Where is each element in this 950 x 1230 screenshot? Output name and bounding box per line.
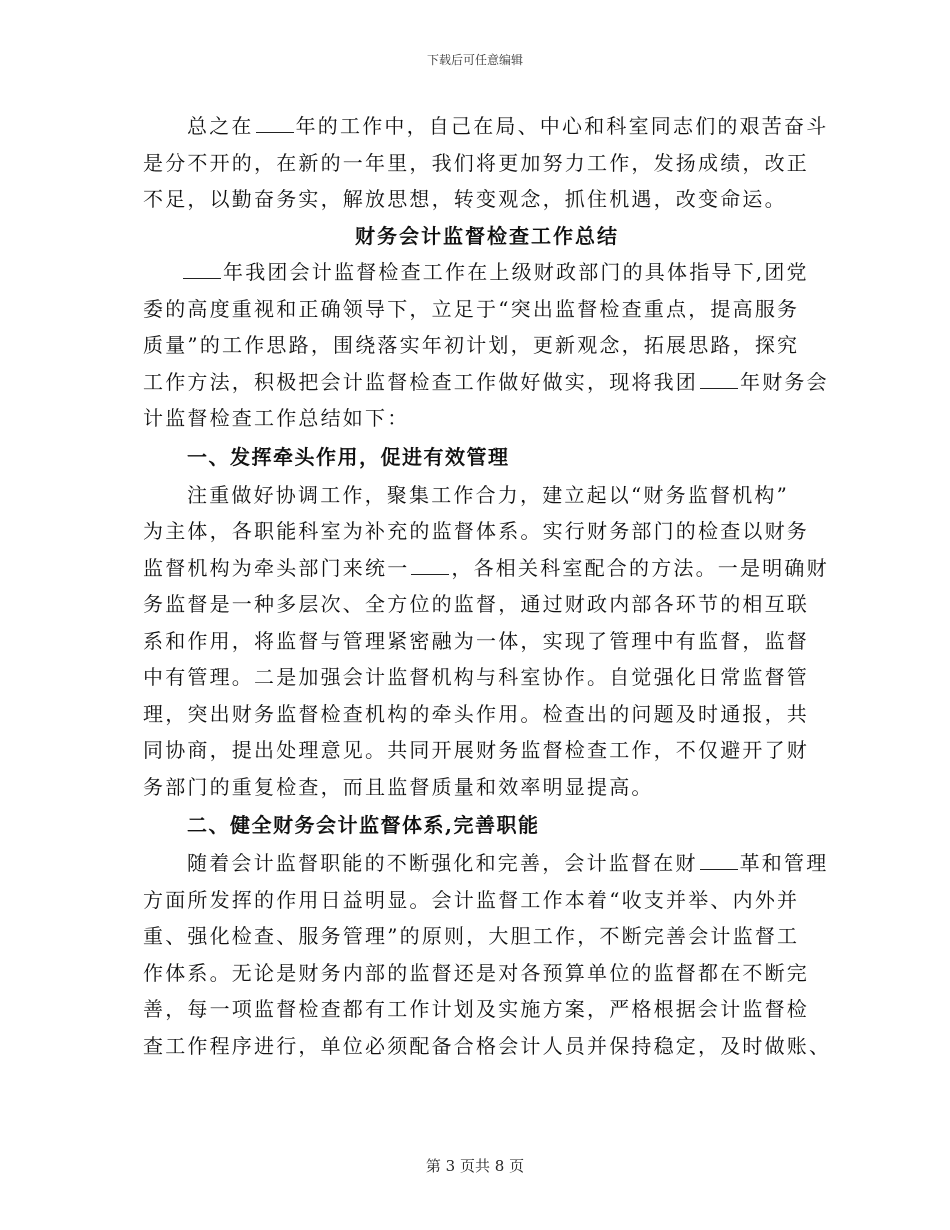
page-footer: 第 3 页共 8 页 [425,1157,525,1175]
paragraph-line: 重、强化检查、服务管理”的原则，大胆工作，不断完善会计监督工 [143,924,800,948]
fill-blank [183,262,221,279]
paragraph-line: 委的高度重视和正确领导下，立足于“突出监督检查重点，提高服务 [143,296,800,321]
paragraph-line: 监督机构为牵头部门来统一 ，各相关科室配合的方法。一是明确财 [143,555,829,580]
paragraph-line: 年我团会计监督检查工作在上级财政部门的具体指导下,团党 [143,254,811,291]
paragraph-line: 务部门的重复检查，而且监督质量和效率明显提高。 [143,774,654,799]
fill-blank [700,372,738,389]
paragraph-line: 随着会计监督职能的不断强化和完善，会计监督在财 革和管理 [187,851,829,875]
paragraph-line: 工作方法，积极把会计监督检查工作做好做实，现将我团 年财务会 [143,369,829,394]
fill-blank [256,116,294,133]
paragraph-line: 同协商，提出处理意见。共同开展财务监督检查工作，不仅避开了财 [143,738,809,762]
paragraph-line: 作体系。无论是财务内部的监督还是对各预算单位的监督都在不断完 [143,960,809,985]
paragraph-line: 不足，以勤奋务实，解放思想，转变观念，抓住机遇，改变命运。 [143,187,787,211]
section-heading-1: 一、发挥牵头作用，促进有效管理 [187,444,510,469]
document-body [143,108,832,1064]
paragraph-line: 善，每一项监督检查都有工作计划及实施方案，严格根据会计监督检 [143,997,809,1021]
paragraph-line: 查工作程序进行，单位必须配备合格会计人员并保持稳定，及时做账、 [143,1033,832,1058]
paragraph-line: 系和作用，将监督与管理紧密融为一体，实现了管理中有监督，监督 [143,628,809,653]
paragraph-line: 是分不开的，在新的一年里，我们将更加努力工作，发扬成绩，改正 [143,150,809,175]
document-title: 财务会计监督检查工作总结 [355,223,619,248]
paragraph-line: 务监督是一种多层次、全方位的监督，通过财政内部各环节的相互联 [143,592,809,616]
paragraph-line: 注重做好协调工作，聚集工作合力，建立起以“财务监督机构” [187,482,790,507]
section-heading-2: 二、健全财务会计监督体系,完善职能 [187,813,540,837]
paragraph-line: 方面所发挥的作用日益明显。会计监督工作本着“收支并举、内外并 [143,887,800,912]
fill-blank [411,558,449,575]
paragraph-line: 计监督检查工作总结如下： [143,406,410,430]
paragraph-line: 中有管理。二是加强会计监督机构与科室协作。自觉强化日常监督管 [143,665,809,689]
paragraph-line: 质量”的工作思路，围绕落实年初计划，更新观念，拓展思路，探究 [143,333,800,357]
page-header: 下载后可任意编辑 [426,53,523,67]
paragraph-line: 理，突出财务监督检查机构的牵头作用。检查出的问题及时通报，共 [143,701,809,726]
paragraph-line: 总之在 年的工作中，自己在局、中心和科室同志们的艰苦奋斗 [187,114,829,138]
fill-blank [700,853,738,870]
paragraph-line: 为主体，各职能科室为补充的监督体系。实行财务部门的检查以财务 [143,519,809,543]
